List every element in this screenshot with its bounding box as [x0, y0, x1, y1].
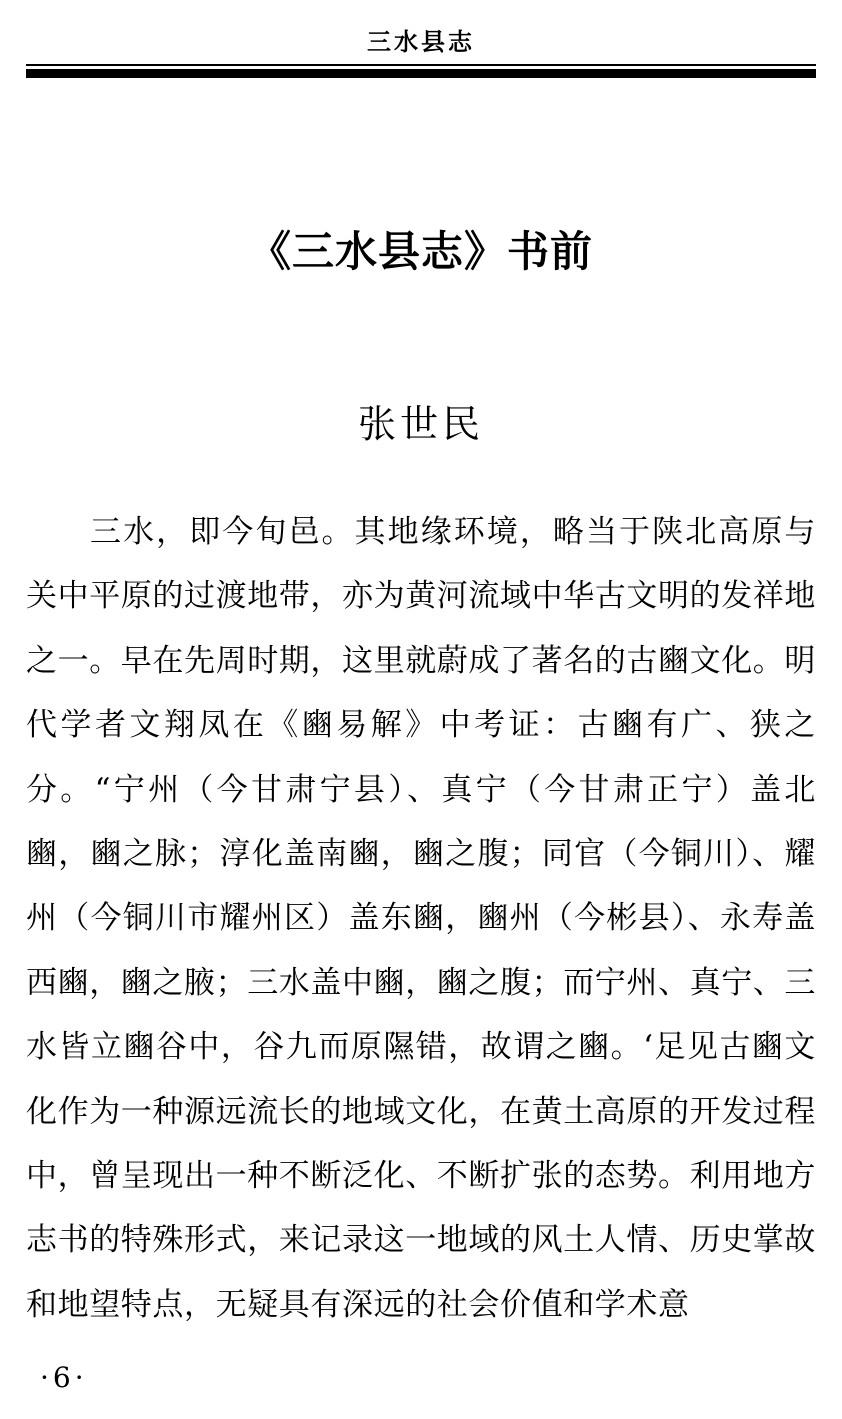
author-name: 张世民 — [357, 402, 484, 446]
page-number: ·6· — [40, 1361, 88, 1394]
body-paragraph: 三水，即今旬邑。其地缘环境，略当于陕北高原与关中平原的过渡地带，亦为黄河流域中华古文明的发祥地之一。早在先周时期，这里就蔚成了著名的古豳文化。明代学者文翔凤在《豳易解》中考证：古豳有广、狭之分。“宁州（今甘肃宁县）、真宁（今甘肃正宁）盖北豳，豳之脉；淳化盖南豳，豳之腹；同官（今铜川）、耀州（今铜川市耀州区）盖东豳，豳州（今彬县）、永寿盖西豳，豳之腋；三水盖中豳，豳之腹；而宁州、真宁、三水皆立豳谷中，谷九而原隰错，故谓之豳。‘足见古豳文化作为一种源远流长的地域文化，在黄土高原的开发过程中，曾呈现出一种不断泛化、不断扩张的态势。利用地方志书的特殊形式，来记录这一地域的风土人情、历史掌故和地望特点，无疑具有深远的社会价值和学术意 — [26, 514, 816, 1323]
header-rule-thin — [26, 64, 816, 66]
article-title: 《三水县志》书前 — [248, 227, 593, 276]
running-head-title: 三水县志 — [367, 28, 475, 56]
header-rule-thick — [26, 69, 816, 78]
